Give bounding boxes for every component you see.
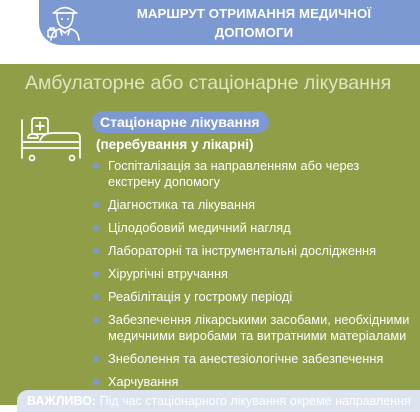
header-title	[96, 4, 412, 61]
list-item-text: Реабілітація у гострому періоді	[108, 289, 293, 304]
services-list	[93, 158, 411, 397]
list-item	[93, 312, 411, 344]
list-item	[93, 197, 411, 213]
list-item-text: Госпіталізація за направленням або через екстрену допомогу	[108, 158, 360, 189]
list-item-text: Харчування	[108, 374, 179, 389]
bullet-dot-icon	[93, 379, 99, 385]
bullet-dot-icon	[93, 356, 99, 362]
treatment-panel	[0, 64, 420, 408]
bullet-dot-icon	[93, 271, 99, 277]
list-item	[93, 220, 411, 236]
note-text: Під час стаціонарного лікування окреме направлення	[96, 394, 411, 408]
list-item-text: Забезпечення лікарськими засобами, необхідними медичними виробами та витратними матеріалами	[108, 312, 410, 343]
header-title-line1: МАРШРУТ ОТРИМАННЯ МЕДИЧНОЇ ДОПОМОГИ	[136, 6, 372, 40]
list-item	[93, 243, 411, 259]
list-item	[93, 374, 411, 390]
important-note	[17, 390, 420, 412]
hospital-bed-icon	[18, 114, 88, 162]
inpatient-subtitle: (перебування у лікарні)	[96, 137, 254, 152]
list-item-text: Діагностика та лікування	[108, 197, 256, 212]
list-item	[93, 351, 411, 367]
note-label: ВАЖЛИВО:	[27, 394, 97, 408]
inpatient-label: Стаціонарне лікування	[92, 111, 269, 133]
bullet-dot-icon	[93, 202, 99, 208]
list-item-text: Знеболення та анестезіологічне забезпечення	[108, 351, 384, 366]
list-item-text: Лабораторні та інструментальні дослідження	[108, 243, 377, 258]
list-item	[93, 158, 411, 190]
bullet-dot-icon	[93, 294, 99, 300]
list-item-text: Цілодобовий медичний нагляд	[108, 220, 291, 235]
header	[0, 0, 420, 59]
bullet-dot-icon	[93, 248, 99, 254]
bullet-dot-icon	[93, 317, 99, 323]
list-item	[93, 266, 411, 282]
bullet-dot-icon	[93, 225, 99, 231]
header-title-line2: ДЛЯ ВЕТЕРАНІВ І ВЕТЕРАНОК ЗА ПМГ	[126, 44, 382, 59]
veteran-soldier-icon	[40, 0, 90, 42]
list-item-text: Хірургічні втручання	[108, 266, 228, 281]
list-item	[93, 289, 411, 305]
section-title: Амбулаторне або стаціонарне лікування	[25, 72, 392, 94]
bullet-dot-icon	[93, 163, 99, 169]
